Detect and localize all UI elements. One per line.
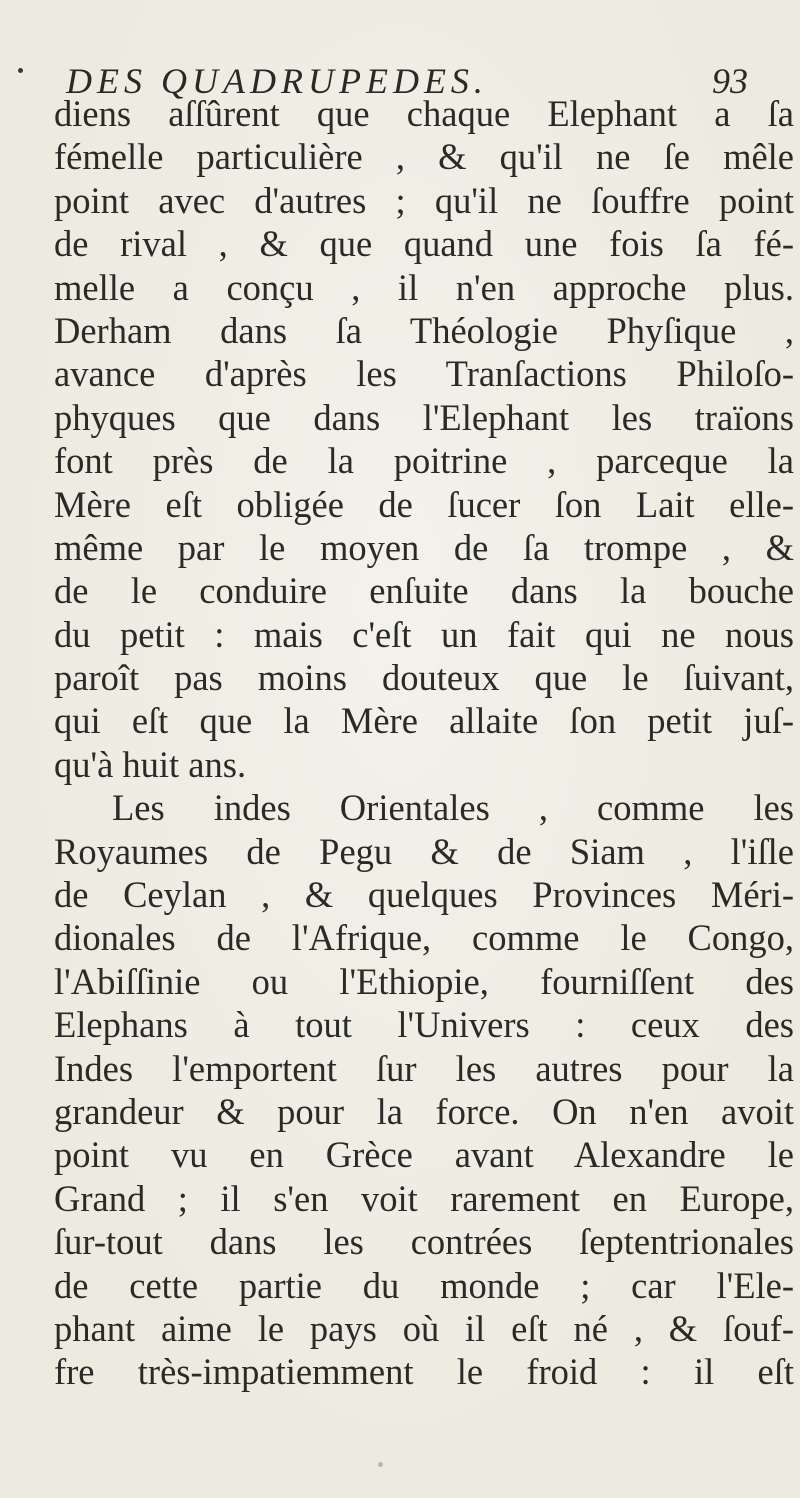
text-line: qui eſt que la Mère allaite ſon petit juſ- [54, 700, 794, 742]
text-line: de Ceylan , & quelques Provinces Méri- [54, 874, 794, 916]
text-line: Grand ; il s'en voit rarement en Europe, [54, 1177, 794, 1219]
text-line: avance d'après les Tranſactions Philoſo- [54, 353, 794, 395]
text-line: de rival , & que quand une fois ſa fé- [54, 223, 794, 265]
text-line: grandeur & pour la force. On n'en avoit [54, 1090, 794, 1132]
margin-dot [18, 68, 23, 73]
footer-mark [378, 1462, 383, 1467]
text-line: Mère eſt obligée de ſucer ſon Lait elle- [54, 483, 794, 525]
text-line: paroît pas moins douteux que le ſuivant, [54, 657, 794, 699]
text-line: de le conduire enſuite dans la bouche [54, 570, 794, 612]
text-line: font près de la poitrine , parceque la [54, 440, 794, 482]
text-line: qu'à huit ans. [54, 743, 247, 785]
text-line: Les indes Orientales , comme les [112, 787, 794, 829]
text-line: point avec d'autres ; qu'il ne ſouffre point [54, 179, 794, 221]
text-line: du petit : mais c'eſt un fait qui ne nous [54, 613, 794, 655]
text-line: Derham dans ſa Théologie Phyſique , [54, 309, 794, 351]
text-line: l'Abiſſinie ou l'Ethiopie, fourniſſent des [54, 960, 794, 1002]
text-line: melle a conçu , il n'en approche plus. [54, 266, 794, 308]
text-line: Elephans à tout l'Univers : ceux des [54, 1004, 794, 1046]
text-line: fre très-impatiemment le froid : il eſt [54, 1351, 794, 1393]
text-line: Royaumes de Pegu & de Siam , l'iſle [54, 830, 794, 872]
text-line: phyques que dans l'Elephant les traïons [54, 396, 794, 438]
running-title: DES QUADRUPEDES. [66, 61, 488, 101]
text-line: point vu en Grèce avant Alexandre le [54, 1134, 794, 1176]
text-line: Indes l'emportent ſur les autres pour la [54, 1047, 794, 1089]
text-line: même par le moyen de ſa trompe , & [54, 526, 794, 568]
body-text [54, 92, 794, 1394]
page-number: 93 [712, 61, 748, 101]
text-line: fémelle particulière , & qu'il ne ſe mêle [54, 136, 794, 178]
text-line: de cette partie du monde ; car l'Ele- [54, 1264, 794, 1306]
text-line: dionales de l'Afrique, comme le Congo, [54, 917, 794, 959]
text-line: diens aſſûrent que chaque Elephant a ſa [54, 93, 794, 134]
text-line: ſur-tout dans les contrées ſeptentrionales [54, 1221, 794, 1263]
text-line: phant aime le pays où il eſt né , & ſouf- [54, 1307, 794, 1349]
